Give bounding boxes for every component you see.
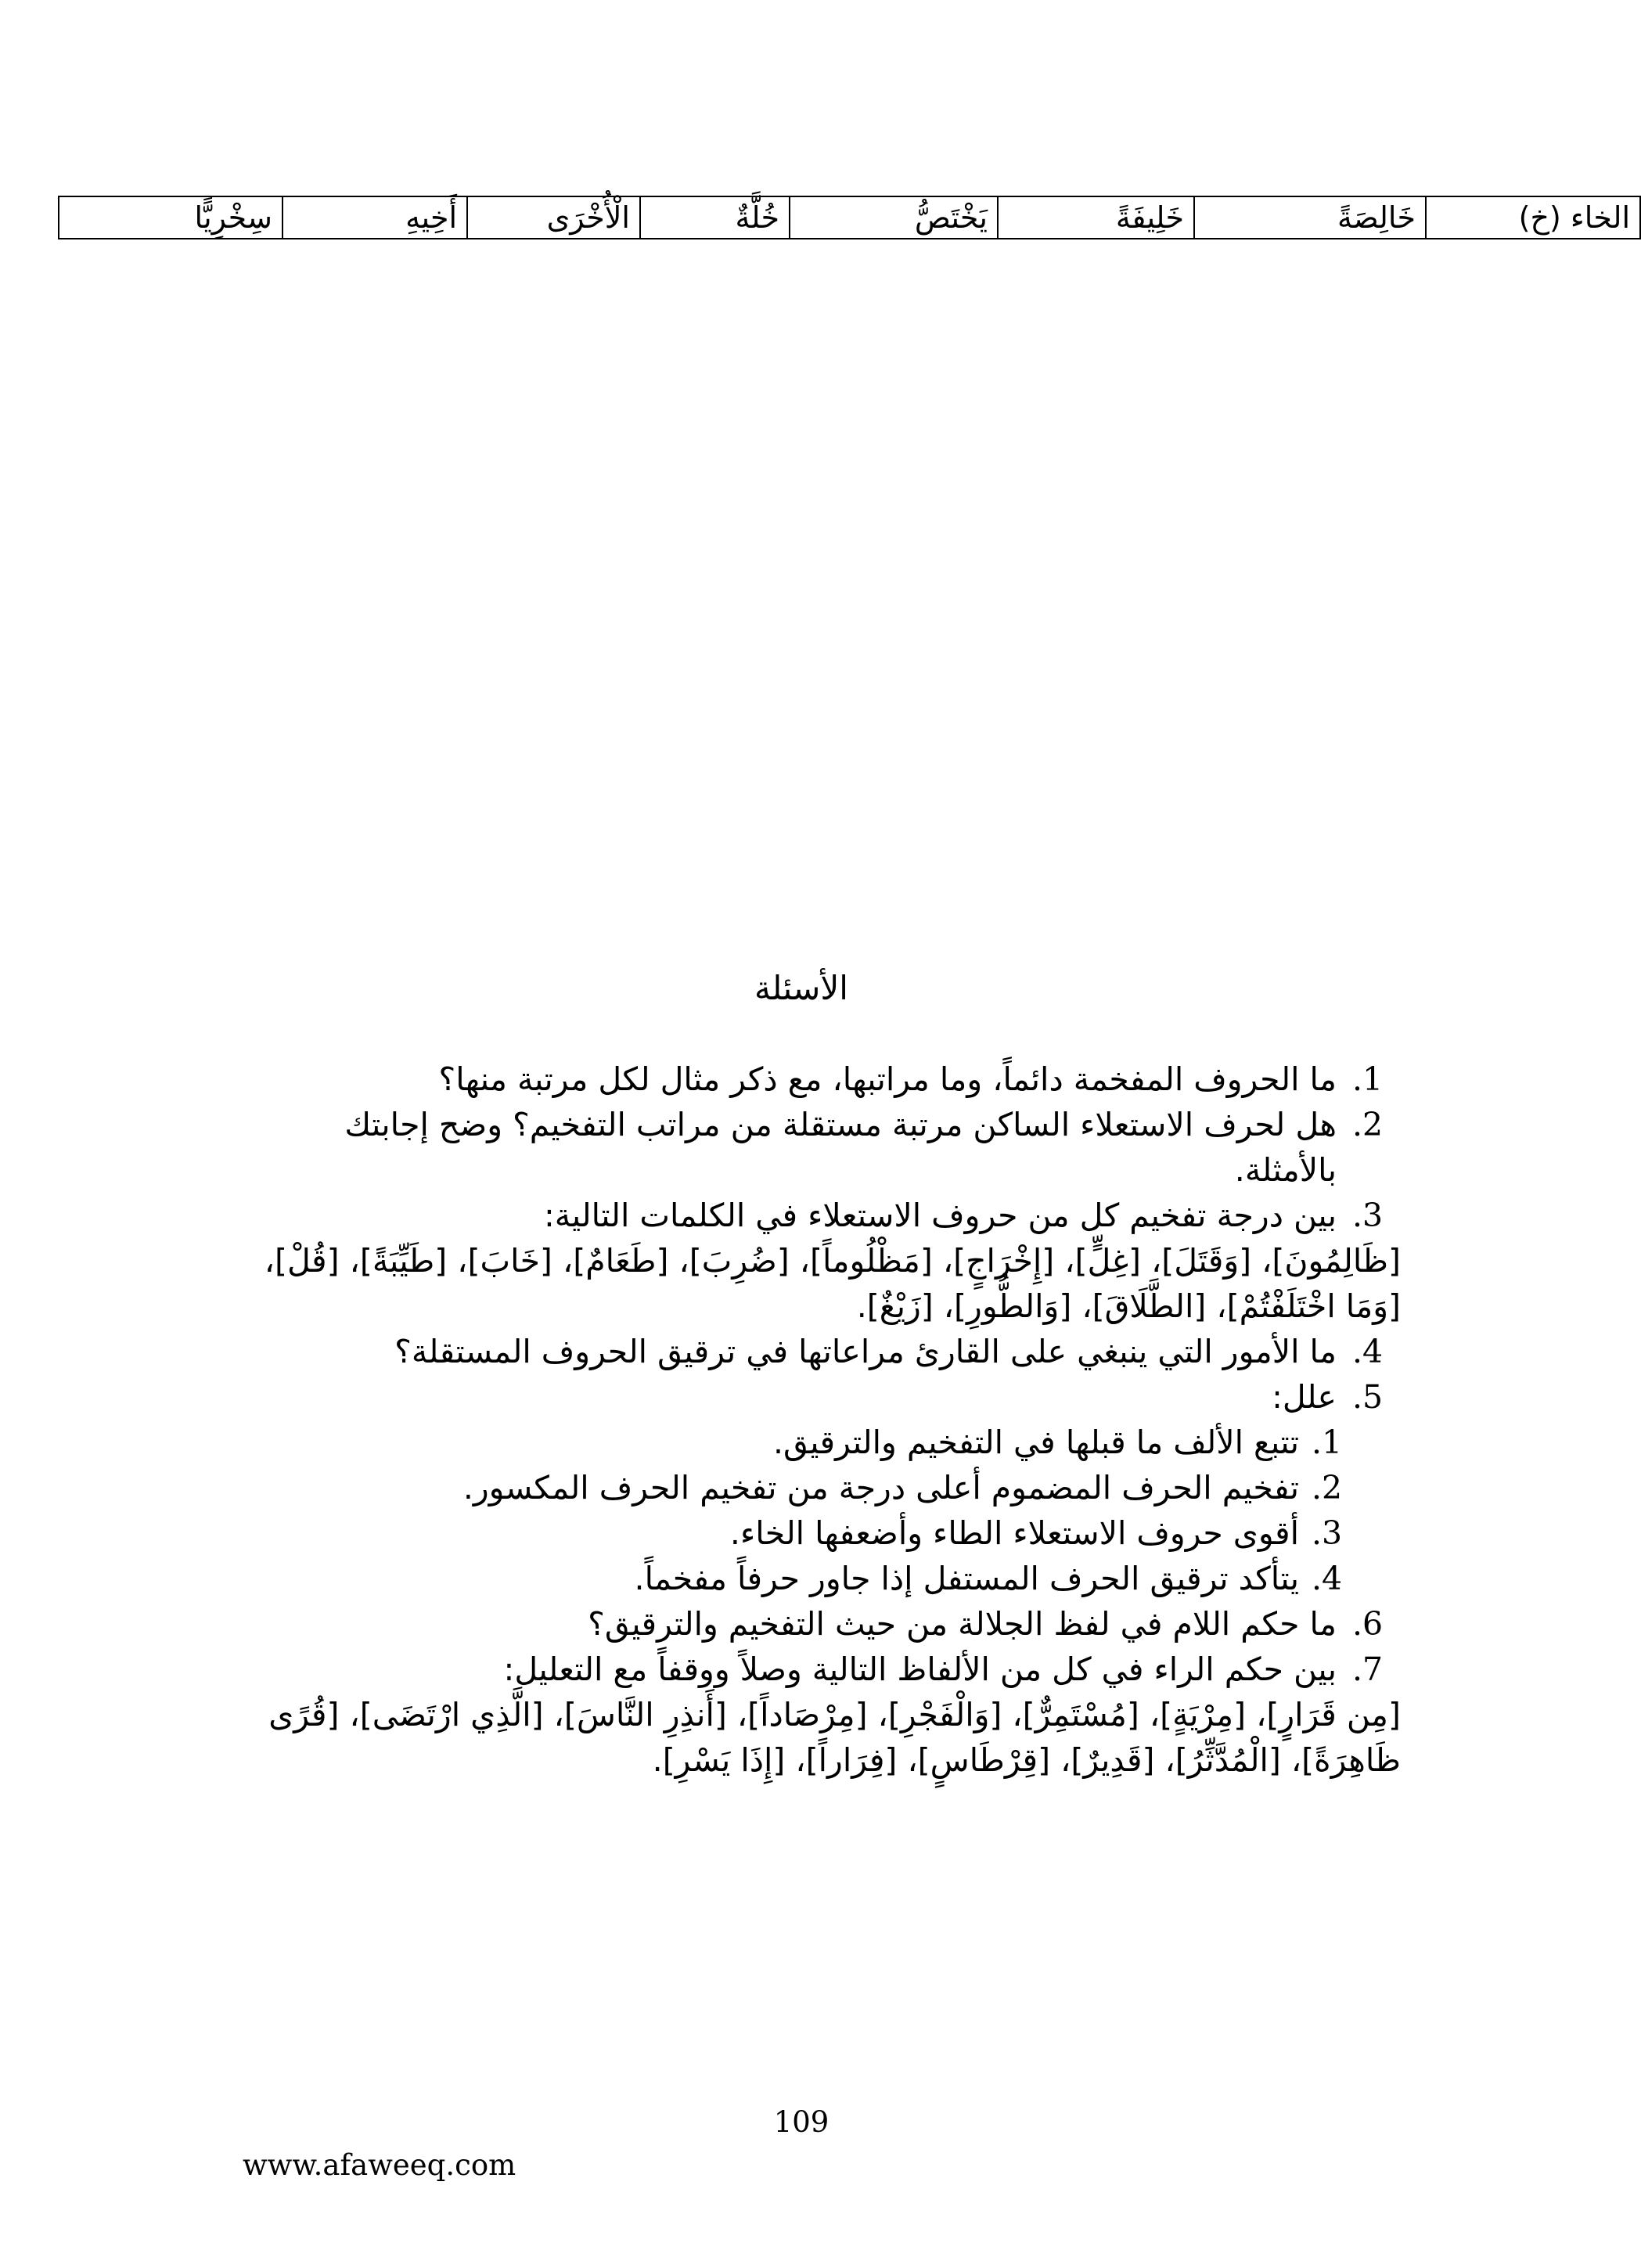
- sub-question-item: [235, 1465, 1401, 1510]
- question-item: [235, 1647, 1401, 1783]
- question-number: .4: [1352, 1333, 1384, 1370]
- question-text: ما الأمور التي ينبغي على القارئ مراعاتها في ترقيق الحروف المستقلة؟: [394, 1333, 1337, 1370]
- sub-question-text: أقوى حروف الاستعلاء الطاء وأضعفها الخاء.: [729, 1514, 1299, 1552]
- question-item: [235, 1057, 1401, 1102]
- table-cell-letter: الخاء (خ): [1426, 196, 1640, 239]
- question-text: هل لحرف الاستعلاء الساكن مرتبة مستقلة من مراتب التفخيم؟ وضح إجابتك بالأمثلة.: [344, 1106, 1337, 1189]
- question-word-list: [مِن قَرَارٍ]، [مِرْيَةٍ]، [مُسْتَمِرٌّ]، [وَالْفَجْرِ]، [مِرْصَاداً]، [أَنذِرِ النَّاسَ]، [الَّذِي ارْتَضَى]، [قُرًى ظَاهِرَةً]، [الْمُدَّثِّرُ]، [قَدِيرٌ]، [قِرْطَاسٍ]، [فِرَاراً]، [إِذَا يَسْرِ].: [268, 1696, 1401, 1779]
- sub-question-text: يتأكد ترقيق الحرف المستفل إذا جاور حرفاً مفخماً.: [634, 1560, 1299, 1597]
- table-row: [59, 196, 1640, 239]
- page-number: 109: [773, 2105, 829, 2139]
- sub-question-number: .3: [1312, 1514, 1343, 1552]
- sub-question-text: تفخيم الحرف المضموم أعلى درجة من تفخيم الحرف المكسور.: [462, 1469, 1299, 1507]
- question-number: .7: [1352, 1651, 1384, 1688]
- question-text: علل:: [1272, 1378, 1337, 1416]
- question-number: .3: [1352, 1197, 1384, 1234]
- questions-list: [235, 1057, 1401, 1783]
- table-cell: خَلِيفَةً: [998, 196, 1194, 239]
- table-cell: سِخْرِيًّا: [59, 196, 282, 239]
- question-item: [235, 1329, 1401, 1374]
- question-number: .2: [1352, 1106, 1384, 1143]
- sub-question-number: .1: [1312, 1424, 1343, 1461]
- sub-question-number: .2: [1312, 1469, 1343, 1507]
- question-number: .5: [1352, 1378, 1384, 1416]
- table-cell: الْأُخْرَى: [467, 196, 640, 239]
- footer-url: www.afaweeq.com: [243, 2148, 516, 2182]
- letter-examples-table-wrap: [58, 196, 1630, 239]
- question-item: [235, 1102, 1401, 1193]
- sub-question-number: .4: [1312, 1560, 1343, 1597]
- question-number: .1: [1352, 1060, 1384, 1098]
- sub-question-item: [235, 1510, 1401, 1556]
- table-cell: خَالِصَةً: [1194, 196, 1426, 239]
- letter-examples-table: [58, 196, 1641, 239]
- question-text: بين حكم الراء في كل من الألفاظ التالية وصلاً ووقفاً مع التعليل:: [503, 1651, 1337, 1688]
- table-cell: يَخْتَصُّ: [790, 196, 998, 239]
- question-item: [235, 1193, 1401, 1329]
- sub-question-text: تتبع الألف ما قبلها في التفخيم والترقيق.: [772, 1424, 1299, 1461]
- question-word-list: [ظَالِمُونَ]، [وَقَتَلَ]، [غِلٍّ]، [إِخْرَاجٍ]، [مَظْلُوماً]، [ضُرِبَ]، [طَعَامٌ]، [خَابَ]، [طَيِّبَةً]، [قُلْ]، [وَمَا اخْتَلَفْتُمْ]، [الطَّلَاقَ]، [وَالطُّورِ]، [زَيْغٌ].: [264, 1242, 1401, 1325]
- question-text: ما الحروف المفخمة دائماً، وما مراتبها، مع ذكر مثال لكل مرتبة منها؟: [438, 1060, 1337, 1098]
- question-item: [235, 1601, 1401, 1647]
- table-cell: خُلَّةٌ: [640, 196, 790, 239]
- question-text: ما حكم اللام في لفظ الجلالة من حيث التفخيم والترقيق؟: [588, 1605, 1337, 1643]
- questions-heading: الأسئلة: [754, 969, 848, 1007]
- question-text: بين درجة تفخيم كل من حروف الاستعلاء في الكلمات التالية:: [543, 1197, 1337, 1234]
- table-cell: أَخِيهِ: [282, 196, 467, 239]
- question-number: .6: [1352, 1605, 1384, 1643]
- question-item: [235, 1374, 1401, 1420]
- sub-question-item: [235, 1556, 1401, 1601]
- sub-question-item: [235, 1420, 1401, 1465]
